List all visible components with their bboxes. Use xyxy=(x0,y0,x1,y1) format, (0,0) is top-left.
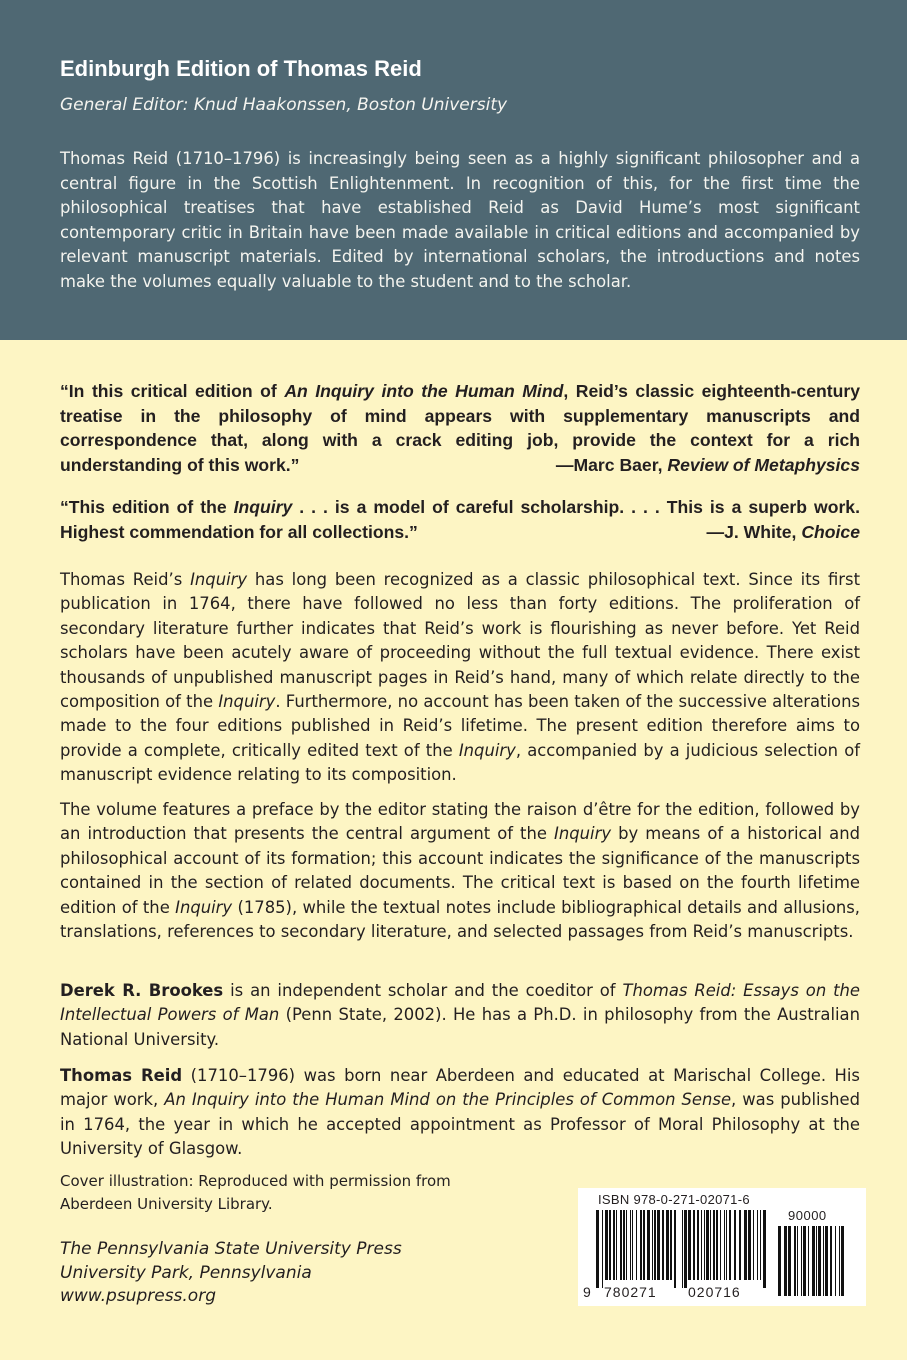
quote-book-title: An Inquiry into the Human Mind xyxy=(284,381,564,401)
barcode-left-digits: 780271 xyxy=(604,1284,657,1300)
quote-text: . . . is a model of careful scholarship. . . . This is a superb work. Highest commendation for all collections.” xyxy=(60,497,860,542)
barcode-bar xyxy=(744,1210,747,1280)
barcode-bar xyxy=(778,1226,781,1296)
barcode-bar xyxy=(620,1210,622,1280)
barcode-bar xyxy=(666,1210,669,1280)
barcode-bar xyxy=(748,1210,751,1280)
barcode-bar xyxy=(616,1210,617,1280)
barcode-bar xyxy=(706,1210,709,1280)
barcode-bar xyxy=(816,1226,817,1296)
barcode-bar xyxy=(839,1226,840,1296)
barcode-bar xyxy=(643,1210,645,1280)
quote-attribution: —J. White, Choice xyxy=(706,521,860,542)
barcode-bar xyxy=(654,1210,656,1280)
cover-credit: Cover illustration: Reproduced with permission from Aberdeen University Library. xyxy=(60,1172,451,1213)
general-editor: General Editor: Knud Haakonssen, Boston University xyxy=(60,95,508,115)
barcode-bar xyxy=(704,1210,705,1280)
barcode-bar xyxy=(684,1210,687,1288)
barcode-bar xyxy=(670,1210,672,1280)
barcode-bar xyxy=(626,1210,627,1280)
barcode-bar xyxy=(720,1210,721,1280)
series-title: Edinburgh Edition of Thomas Reid xyxy=(60,56,422,81)
barcode-bar xyxy=(688,1210,691,1280)
barcode-bar xyxy=(794,1226,796,1296)
barcode-bar xyxy=(716,1210,718,1280)
price-addon-code: 90000 xyxy=(788,1208,827,1223)
barcode-bar xyxy=(818,1226,821,1296)
series-header xyxy=(0,0,907,340)
description-paragraph-1: Thomas Reid’s Inquiry has long been recognized as a classic philosophical text. Since its first publication in 1764, there have followed no less than forty editions. The proliferation of secondary literature further indicates that Reid’s work is flourishing as never before. Yet Reid scholars have been acutely aware of proceeding without the full textual evidence. There exist thousands of unpublished manuscript pages in Reid’s hand, many of which relate directly to the composition of the Inquiry. Furthermore, no account has been taken of the successive alterations made to the four editions published in Reid’s lifetime. The present edition therefore aims to provide a complete, critically edited text of the Inquiry, accompanied by a judicious selection of manuscript evidence relating to its composition. xyxy=(60,570,861,785)
quote-text: , Reid’s classic eighteenth-century treatise in the philosophy of mind appears with supplementary manuscripts and correspondence that, along with a crack editing job, provide the context for a rich understanding of this work.” xyxy=(60,381,860,475)
barcode-bar xyxy=(830,1226,832,1296)
barcode-bar xyxy=(739,1210,741,1280)
barcode-bar xyxy=(734,1210,736,1280)
barcode-bar xyxy=(602,1210,603,1288)
review-quote-baer xyxy=(60,379,860,477)
barcode-bar xyxy=(623,1210,625,1280)
barcode-bar xyxy=(697,1210,699,1280)
review-quote-white xyxy=(60,495,860,544)
description-paragraph-2: The volume features a preface by the editor stating the raison d’être for the edition, followed by an introduction that presents the central argument of the Inquiry by means of a historical and philosophical account of its formation; this account indicates the significance of the manuscripts contained in the section of related documents. The critical text is based on the fourth lifetime edition of the Inquiry (1785), while the textual notes include bibliographical details and allusions, translations, references to secondary literature, and selected passages from Reid’s manuscripts. xyxy=(60,800,860,942)
author-name: Thomas Reid xyxy=(60,1066,183,1085)
barcode-bar xyxy=(729,1210,731,1280)
barcode-bar xyxy=(801,1226,802,1296)
barcode-bar xyxy=(596,1210,599,1288)
quote-text: “In this critical edition of xyxy=(60,381,285,401)
quote-book-title: Inquiry xyxy=(233,497,293,517)
barcode-bar xyxy=(841,1226,844,1296)
barcode-bar xyxy=(763,1210,766,1288)
barcode-bar xyxy=(701,1210,702,1280)
barcode-bar xyxy=(636,1210,637,1280)
author-bio: Thomas Reid (1710–1796) was born near Aberdeen and educated at Marischal College. His major work, An Inquiry into the Human Mind on the Principles of Common Sense, was published in 1764, the year in which he accepted appointment as Professor of Moral Philosophy at the University of Glasgow. xyxy=(60,1066,860,1159)
editor-name: Derek R. Brookes xyxy=(60,981,224,1000)
quote-attribution: —Marc Baer, Review of Metaphysics xyxy=(555,454,860,475)
barcode-bar xyxy=(693,1210,695,1280)
publisher-name: The Pennsylvania State University Press xyxy=(60,1239,402,1259)
barcode-bar xyxy=(605,1210,608,1280)
barcode-bar xyxy=(753,1210,754,1280)
barcode-bar xyxy=(825,1226,828,1296)
barcode-bar xyxy=(710,1210,711,1280)
barcode-bar xyxy=(657,1210,660,1280)
barcode-bar xyxy=(640,1210,642,1280)
barcode-bar xyxy=(662,1210,664,1280)
barcode-bar xyxy=(613,1210,615,1280)
barcode-bar xyxy=(652,1210,653,1280)
isbn-label: ISBN 978-0-271-02071-6 xyxy=(598,1192,750,1207)
barcode-right-digits: 020716 xyxy=(688,1284,741,1300)
barcode-bar xyxy=(724,1210,725,1280)
publisher-website: www.psupress.org xyxy=(60,1286,216,1306)
barcode-bar xyxy=(630,1210,631,1280)
barcode-bar xyxy=(632,1210,633,1280)
barcode-bar xyxy=(784,1226,787,1296)
editor-bio: Derek R. Brookes is an independent scholar and the coeditor of Thomas Reid: Essays on the Intellectual Powers of Man (Penn State, 2002). He has a Ph.D. in philosophy from the Australian National University. xyxy=(60,981,860,1049)
barcode-bar xyxy=(713,1210,715,1280)
barcode-first-digit: 9 xyxy=(583,1284,591,1300)
barcode-bar xyxy=(674,1210,676,1288)
series-description: Thomas Reid (1710–1796) is increasingly being seen as a highly significant philosopher and a central figure in the Scottish Enlightenment. In recognition of this, for the first time the philosophical treatises that have established Reid as David Hume’s most significant contemporary critic in Britain have been made available in critical editions and accompanied by relevant manuscript materials. Edited by international scholars, the introductions and notes make the volumes equally valuable to the student and to the scholar. xyxy=(60,149,860,291)
barcode-bar xyxy=(682,1210,683,1288)
publisher-location: University Park, Pennsylvania xyxy=(60,1262,312,1283)
barcode-bar xyxy=(609,1210,611,1280)
barcode-bar xyxy=(757,1210,758,1280)
isbn-barcode xyxy=(578,1188,866,1306)
barcode-bar xyxy=(647,1210,650,1280)
publisher-info xyxy=(60,1238,520,1309)
barcode-bar xyxy=(812,1226,815,1296)
barcode-bar xyxy=(726,1210,727,1280)
barcode-bar xyxy=(797,1226,798,1296)
quote-text: “This edition of the xyxy=(60,497,234,517)
barcode-bar xyxy=(803,1226,806,1296)
barcode-bar xyxy=(760,1210,761,1280)
barcode-bar xyxy=(788,1226,791,1296)
barcode-bar xyxy=(835,1226,836,1296)
barcode-bar xyxy=(823,1226,824,1296)
barcode-bar xyxy=(808,1226,809,1296)
